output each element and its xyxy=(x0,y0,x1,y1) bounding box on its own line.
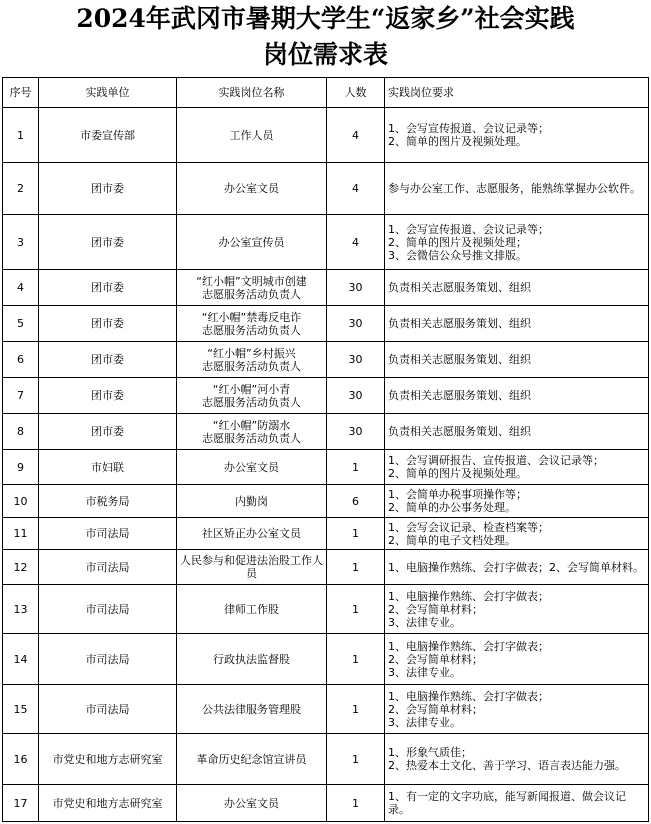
table-row xyxy=(3,734,649,785)
cell-unit: 团市委 xyxy=(39,306,177,342)
table-row xyxy=(3,342,649,378)
cell-post: 公共法律服务管理股 xyxy=(177,685,327,734)
page-title-line1: 2024年武冈市暑期大学生“返家乡”社会实践 xyxy=(76,4,575,33)
cell-requirement: 负责相关志愿服务策划、组织 xyxy=(385,414,649,450)
cell-unit: 市党史和地方志研究室 xyxy=(39,785,177,822)
cell-post: “红小帽”禁毒反电诈 志愿服务活动负责人 xyxy=(177,306,327,342)
cell-no: 1 xyxy=(3,108,39,163)
table-row xyxy=(3,414,649,450)
cell-unit: 市司法局 xyxy=(39,550,177,585)
cell-requirement: 1、会写宣传报道、会议记录等； 2、简单的图片及视频处理。 xyxy=(385,108,649,163)
cell-count: 1 xyxy=(327,685,385,734)
cell-unit: 市司法局 xyxy=(39,685,177,734)
table-row xyxy=(3,785,649,822)
cell-count: 1 xyxy=(327,785,385,822)
cell-unit: 市税务局 xyxy=(39,485,177,518)
cell-post: 内勤岗 xyxy=(177,485,327,518)
table-row xyxy=(3,685,649,734)
cell-post: “红小帽”乡村振兴 志愿服务活动负责人 xyxy=(177,342,327,378)
cell-requirement: 1、会写宣传报道、会议记录等； 2、简单的图片及视频处理； 3、会微信公众号推文排版。 xyxy=(385,215,649,270)
cell-unit: 团市委 xyxy=(39,215,177,270)
cell-requirement: 1、会简单办税事项操作等； 2、简单的办公事务处理。 xyxy=(385,485,649,518)
cell-no: 11 xyxy=(3,518,39,550)
table-row xyxy=(3,634,649,685)
cell-post: 行政执法监督股 xyxy=(177,634,327,685)
cell-post: “红小帽”河小青 志愿服务活动负责人 xyxy=(177,378,327,414)
cell-count: 4 xyxy=(327,215,385,270)
cell-unit: 团市委 xyxy=(39,163,177,215)
cell-no: 13 xyxy=(3,585,39,634)
header-post: 实践岗位名称 xyxy=(177,78,327,108)
cell-post: 律师工作股 xyxy=(177,585,327,634)
cell-post: “红小帽”防溺水 志愿服务活动负责人 xyxy=(177,414,327,450)
cell-post: 革命历史纪念馆宣讲员 xyxy=(177,734,327,785)
cell-count: 30 xyxy=(327,378,385,414)
table-row xyxy=(3,163,649,215)
header-no: 序号 xyxy=(3,78,39,108)
cell-no: 3 xyxy=(3,215,39,270)
cell-unit: 市妇联 xyxy=(39,450,177,485)
cell-count: 4 xyxy=(327,163,385,215)
cell-count: 30 xyxy=(327,270,385,306)
cell-no: 7 xyxy=(3,378,39,414)
cell-unit: 团市委 xyxy=(39,270,177,306)
cell-unit: 市司法局 xyxy=(39,518,177,550)
header-unit: 实践单位 xyxy=(39,78,177,108)
table-row xyxy=(3,485,649,518)
cell-unit: 团市委 xyxy=(39,378,177,414)
cell-count: 30 xyxy=(327,306,385,342)
table-row xyxy=(3,585,649,634)
cell-requirement: 负责相关志愿服务策划、组织 xyxy=(385,378,649,414)
cell-requirement: 1、会写调研报告、宣传报道、会议记录等； 2、简单的图片及视频处理。 xyxy=(385,450,649,485)
cell-count: 1 xyxy=(327,450,385,485)
table-row xyxy=(3,306,649,342)
cell-no: 12 xyxy=(3,550,39,585)
header-count: 人数 xyxy=(327,78,385,108)
cell-no: 5 xyxy=(3,306,39,342)
cell-count: 1 xyxy=(327,634,385,685)
cell-no: 10 xyxy=(3,485,39,518)
cell-count: 1 xyxy=(327,518,385,550)
cell-no: 2 xyxy=(3,163,39,215)
table-row xyxy=(3,215,649,270)
cell-unit: 市司法局 xyxy=(39,585,177,634)
table-row xyxy=(3,108,649,163)
table-row xyxy=(3,378,649,414)
cell-unit: 市党史和地方志研究室 xyxy=(39,734,177,785)
cell-requirement: 1、会写会议记录、检查档案等； 2、简单的电子文档处理。 xyxy=(385,518,649,550)
cell-count: 1 xyxy=(327,550,385,585)
cell-no: 16 xyxy=(3,734,39,785)
cell-count: 1 xyxy=(327,585,385,634)
cell-count: 1 xyxy=(327,734,385,785)
table-body xyxy=(3,108,649,822)
cell-no: 17 xyxy=(3,785,39,822)
cell-no: 14 xyxy=(3,634,39,685)
table-header-row xyxy=(3,78,649,108)
cell-post: “红小帽”文明城市创建 志愿服务活动负责人 xyxy=(177,270,327,306)
cell-requirement: 1、电脑操作熟练、会打字做表； 2、会写简单材料； 3、法律专业。 xyxy=(385,585,649,634)
cell-unit: 团市委 xyxy=(39,342,177,378)
cell-post: 办公室文员 xyxy=(177,785,327,822)
cell-post: 工作人员 xyxy=(177,108,327,163)
cell-requirement: 1、电脑操作熟练、会打字做表；2、会写简单材料。 xyxy=(385,550,649,585)
cell-unit: 团市委 xyxy=(39,414,177,450)
table-row xyxy=(3,270,649,306)
table-row xyxy=(3,450,649,485)
cell-count: 4 xyxy=(327,108,385,163)
cell-post: 社区矫正办公室文员 xyxy=(177,518,327,550)
cell-requirement: 参与办公室工作、志愿服务，能熟练掌握办公软件。 xyxy=(385,163,649,215)
cell-requirement: 1、形象气质佳； 2、热爱本土文化、善于学习、语言表达能力强。 xyxy=(385,734,649,785)
cell-no: 9 xyxy=(3,450,39,485)
cell-post: 办公室宣传员 xyxy=(177,215,327,270)
page-title-line2: 岗位需求表 xyxy=(262,40,388,69)
cell-no: 4 xyxy=(3,270,39,306)
cell-no: 8 xyxy=(3,414,39,450)
cell-requirement: 1、电脑操作熟练、会打字做表； 2、会写简单材料； 3、法律专业。 xyxy=(385,634,649,685)
cell-post: 人民参与和促进法治股工作人员 xyxy=(177,550,327,585)
cell-count: 30 xyxy=(327,342,385,378)
cell-unit: 市委宣传部 xyxy=(39,108,177,163)
cell-unit: 市司法局 xyxy=(39,634,177,685)
table-row xyxy=(3,518,649,550)
header-requirement: 实践岗位要求 xyxy=(385,78,649,108)
cell-requirement: 负责相关志愿服务策划、组织 xyxy=(385,306,649,342)
cell-requirement: 1、电脑操作熟练、会打字做表； 2、会写简单材料； 3、法律专业。 xyxy=(385,685,649,734)
cell-post: 办公室文员 xyxy=(177,163,327,215)
cell-post: 办公室文员 xyxy=(177,450,327,485)
cell-count: 6 xyxy=(327,485,385,518)
table-row xyxy=(3,550,649,585)
cell-requirement: 1、有一定的文字功底，能写新闻报道、做会议记录。 xyxy=(385,785,649,822)
cell-requirement: 负责相关志愿服务策划、组织 xyxy=(385,270,649,306)
position-demand-table xyxy=(2,77,649,822)
cell-requirement: 负责相关志愿服务策划、组织 xyxy=(385,342,649,378)
cell-no: 15 xyxy=(3,685,39,734)
cell-count: 30 xyxy=(327,414,385,450)
cell-no: 6 xyxy=(3,342,39,378)
